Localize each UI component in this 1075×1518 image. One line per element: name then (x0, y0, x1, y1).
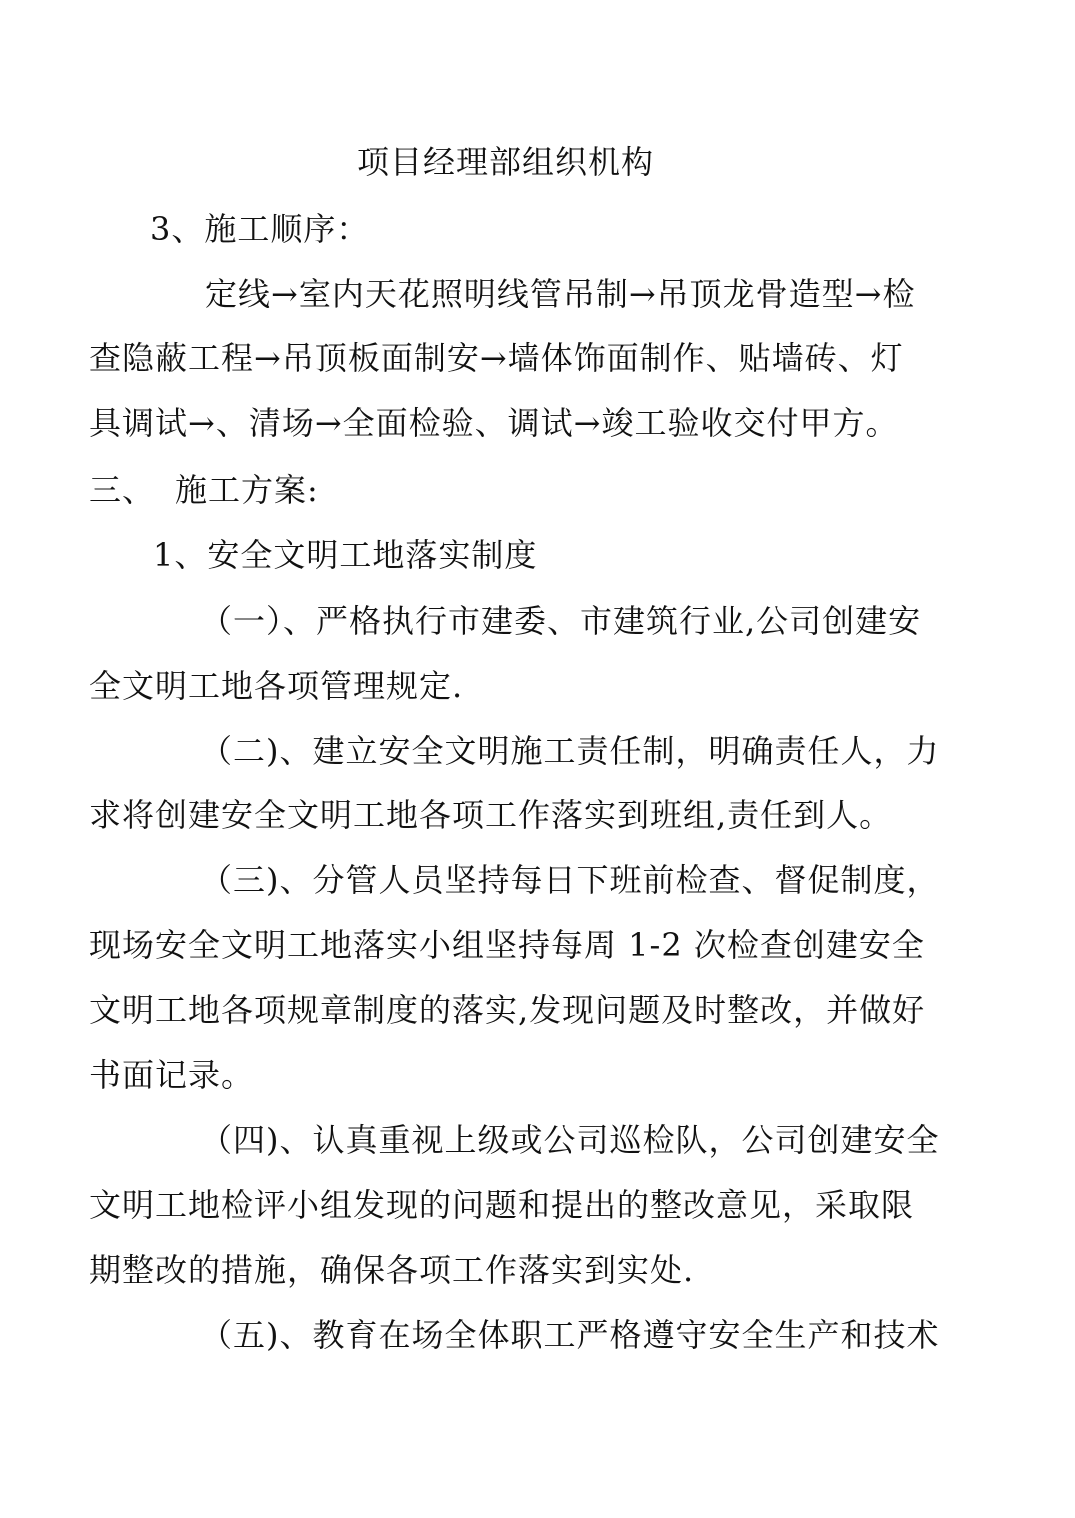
sequence-line: 定线→室内天花照明线管吊制→吊顶龙骨造型→检 (205, 275, 916, 313)
document-title: 项目经理部组织机构 (357, 143, 655, 181)
clause-line: 期整改的措施，确保各项工作落实到实处. (89, 1251, 695, 1289)
sequence-line: 具调试→、清场→全面检验、调试→竣工验收交付甲方。 (89, 404, 899, 442)
clause-line: （一）、严格执行市建委、市建筑行业,公司创建安 (200, 602, 922, 640)
part-heading-number: 三、 (89, 471, 156, 509)
clause-line: （二)、建立安全文明施工责任制，明确责任人，力 (200, 732, 940, 770)
part-heading-title: 施工方案: (175, 471, 319, 509)
section-heading: 3、施工顺序： (150, 210, 370, 248)
clause-line: （四)、认真重视上级或公司巡检队，公司创建安全 (200, 1121, 940, 1159)
clause-line: 求将创建安全文明工地各项工作落实到班组,责任到人。 (89, 796, 893, 834)
clause-line: （五)、教育在场全体职工严格遵守安全生产和技术 (200, 1316, 940, 1354)
clause-line: 文明工地检评小组发现的问题和提出的整改意见，采取限 (89, 1186, 915, 1224)
clause-line: 文明工地各项规章制度的落实,发现问题及时整改，并做好 (89, 991, 926, 1029)
clause-line: 全文明工地各项管理规定. (89, 667, 464, 705)
clause-line: 现场安全文明工地落实小组坚持每周 1-2 次检查创建安全 (89, 926, 925, 964)
sequence-line: 查隐蔽工程→吊顶板面制安→墙体饰面制作、贴墙砖、灯 (89, 339, 904, 377)
item-heading: 1、安全文明工地落实制度 (153, 536, 538, 574)
clause-line: （三)、分管人员坚持每日下班前检查、督促制度， (200, 861, 940, 899)
clause-line: 书面记录。 (89, 1056, 255, 1094)
